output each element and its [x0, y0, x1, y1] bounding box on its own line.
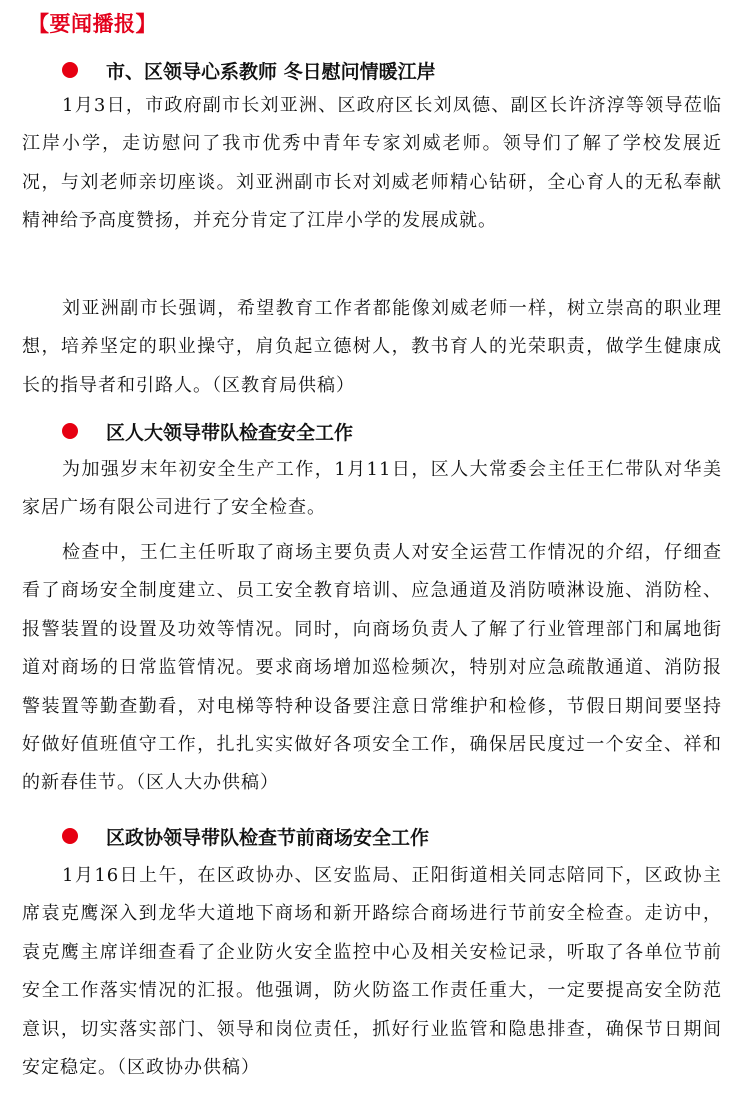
article-heading-2: [62, 413, 353, 449]
article-heading-text: 区政协领导带队检查节前商场安全工作: [106, 826, 430, 849]
article-2-paragraph-1: 为加强岁末年初安全生产工作，1月11日，区人大常委会主任王仁带队对华美家居广场有限公司进行了安全检查。: [22, 459, 722, 519]
article-1-paragraph-2: 刘亚洲副市长强调，希望教育工作者都能像刘威老师一样，树立崇高的职业理想，培养坚定的职业操守，肩负起立德树人，教书育人的光荣职责，做学生健康成长的指导者和引路人。（区教育局供稿）: [22, 298, 722, 396]
article-heading-3: [62, 818, 429, 854]
bullet-icon: [62, 423, 78, 439]
section-title: 【要闻播报】: [28, 12, 157, 36]
article-3-paragraph-1: 1月16日上午，在区政协办、区安监局、正阳街道相关同志陪同下，区政协主席袁克鹰深入到龙华大道地下商场和新开路综合商场进行节前安全检查。走访中，袁克鹰主席详细查看了企业防火安全监控中心及相关安检记录，听取了各单位节前安全工作落实情况的汇报。他强调，防火防盗工作责任重大，一定要提高安全防范意识，切实落实部门、领导和岗位责任，抓好行业监管和隐患排查，确保节日期间安定稳定。（区政协办供稿）: [22, 865, 722, 1079]
article-2-paragraph-2: 检查中，王仁主任听取了商场主要负责人对安全运营工作情况的介绍，仔细查看了商场安全制度建立、员工安全教育培训、应急通道及消防喷淋设施、消防栓、报警装置的设置及功效等情况。同时，向商场负责人了解了行业管理部门和属地街道对商场的日常监管情况。要求商场增加巡检频次，特别对应急疏散通道、消防报警装置等勤查勤看，对电梯等特种设备要注意日常维护和检修，节假日期间要坚持好做好值班值守工作，扎扎实实做好各项安全工作，确保居民度过一个安全、祥和的新春佳节。（区人大办供稿）: [22, 542, 722, 794]
article-heading-text: 市、区领导心系教师 冬日慰问情暖江岸: [106, 60, 436, 83]
bullet-icon: [62, 828, 78, 844]
article-heading-text: 区人大领导带队检查安全工作: [106, 421, 354, 444]
article-1-paragraph-1: 1月3日，市政府副市长刘亚洲、区政府区长刘凤德、副区长许济淳等领导莅临江岸小学，走访慰问了我市优秀中青年专家刘威老师。领导们了解了学校发展近况，与刘老师亲切座谈。刘亚洲副市长对刘威老师精心钻研，全心育人的无私奉献精神给予高度赞扬，并充分肯定了江岸小学的发展成就。: [22, 95, 722, 232]
article-heading-1: [62, 52, 436, 88]
bullet-icon: [62, 62, 78, 78]
